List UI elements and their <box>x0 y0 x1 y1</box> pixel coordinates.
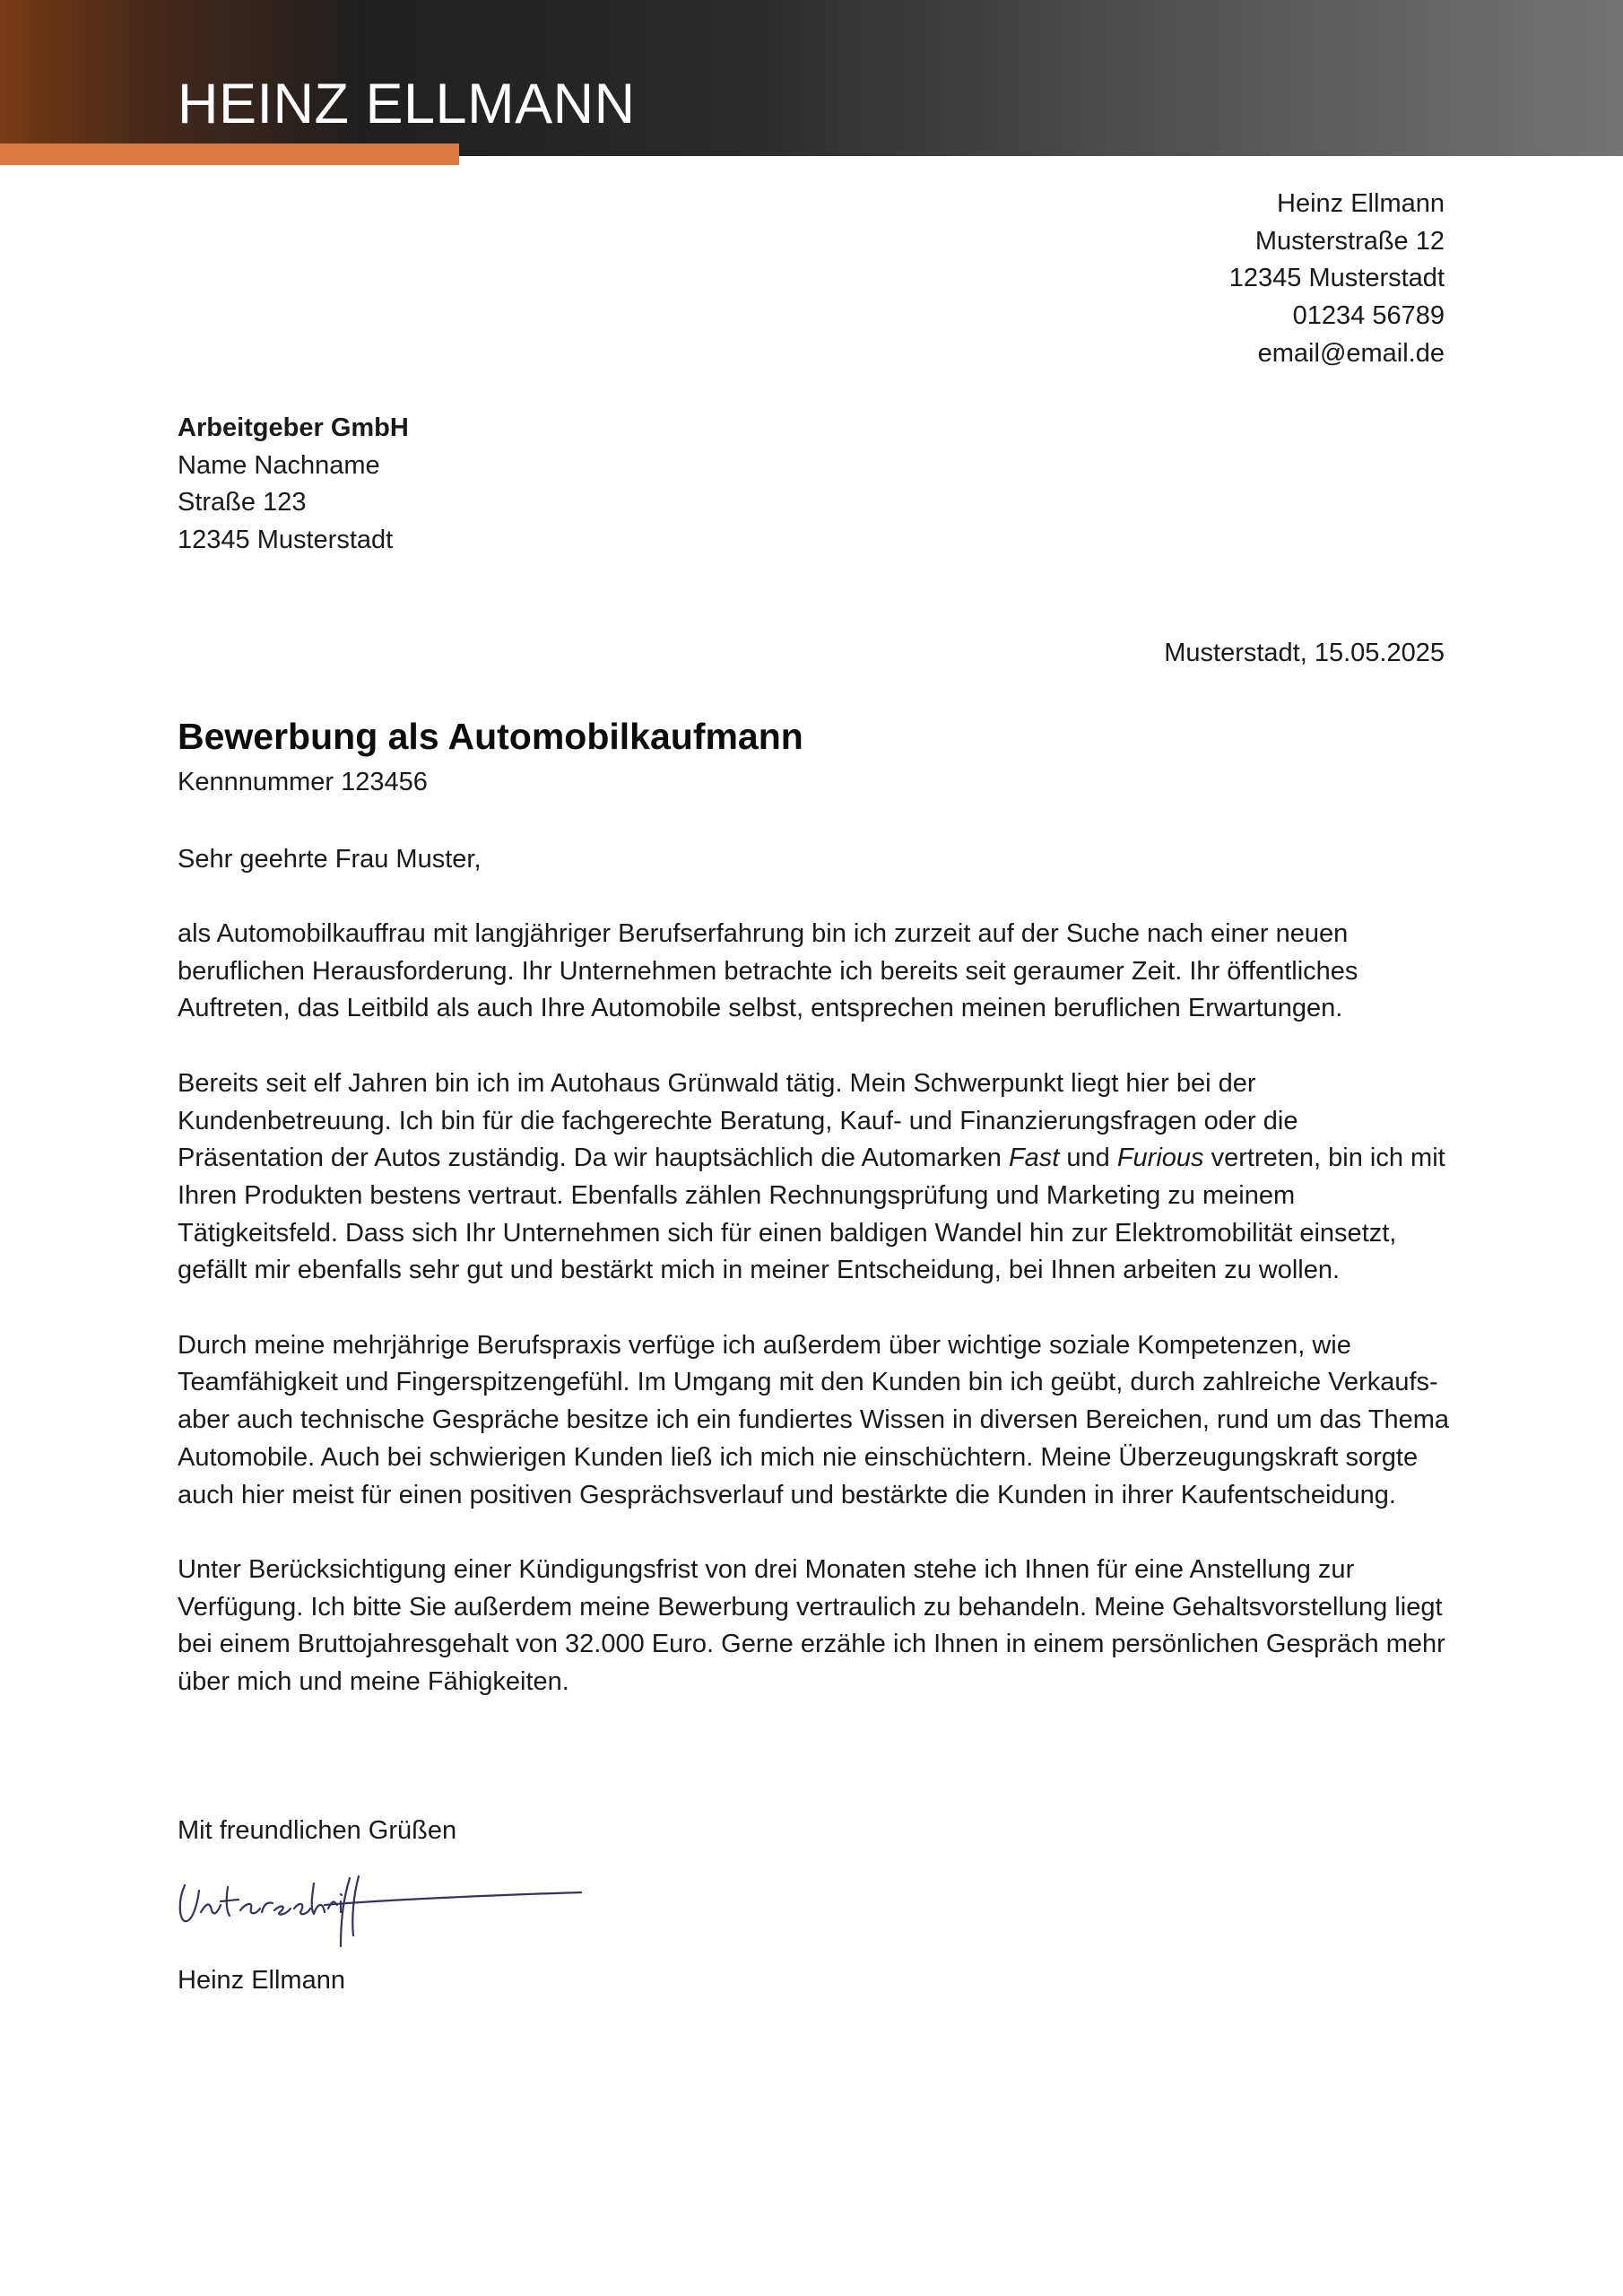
recipient-city: 12345 Musterstadt <box>178 526 394 555</box>
letter-date: Musterstadt, 15.05.2025 <box>1164 639 1445 667</box>
header-name: HEINZ ELLMANN <box>178 73 636 135</box>
recipient-address <box>178 410 409 560</box>
recipient-company: Arbeitgeber GmbH <box>178 413 409 442</box>
paragraph-competences: Durch meine mehrjährige Berufspraxis verfüge ich außerdem über wichtige soziale Kompetenzen, wie Teamfähigkeit und Fingerspitzengefühl. Im Umgang mit den Kunden bin ich geübt, durch zahlreiche Verkaufs- aber auch technische Gespräche besitze ich ein fundiertes Wissen in diversen Bereichen, rund um das Thema Automobile. Auch bei schwierigen Kunden ließ ich mich nie einschüchtern. Meine Überzeugungskraft sorgte auch hier meist für einen positiven Gesprächsverlauf und bestärkte die Kunden in ihrer Kaufentscheidung. <box>178 1330 1450 1509</box>
brand-fast: Fast <box>1008 1144 1060 1173</box>
paragraph-intro: als Automobilkauffrau mit langjähriger Berufserfahrung bin ich zurzeit auf der Suche nach einer neuen beruflichen Herausforderung. Ihr Unternehmen betrachte ich bereits seit geraumer Zeit. Ihr öffentliches Auftreten, das Leitbild als auch Ihre Automobile selbst, entsprechen meinen beruflichen Erwartungen. <box>178 919 1358 1023</box>
paragraph-experience-and: und <box>1059 1144 1117 1173</box>
sender-name: Heinz Ellmann <box>1277 189 1445 218</box>
paragraph-experience <box>178 1065 1451 1290</box>
letter-subject: Bewerbung als Automobilkaufmann <box>178 716 803 757</box>
paragraph-experience-part2: vertreten, bin ich mit Ihren Produkten bestens vertraut. Ebenfalls zählen Rechnungsprüfung und Marketing zu meinem Tätigkeitsfeld. Dass sich Ihr Unternehmen sich für einen baldigen Wandel hin zur Elektromobilität einsetzt, gefällt mir ebenfalls sehr gut und bestärkt mich in meiner Entscheidung, bei Ihnen arbeiten zu wollen. <box>178 1144 1445 1285</box>
header-accent-bar <box>0 144 459 165</box>
paragraph-availability: Unter Berücksichtigung einer Kündigungsfrist von drei Monaten stehe ich Ihnen für eine Anstellung zur Verfügung. Ich bitte Sie außerdem meine Bewerbung vertraulich zu behandeln. Meine Gehaltsvorstellung liegt bei einem Bruttojahresgehalt von 32.000 Euro. Gerne erzähle ich Ihnen in einem persönlichen Gespräch mehr über mich und meine Fähigkeiten. <box>178 1554 1445 1697</box>
recipient-contact: Name Nachname <box>178 450 380 480</box>
sender-street: Musterstraße 12 <box>1254 226 1445 256</box>
brand-furious: Furious <box>1116 1144 1204 1173</box>
sender-email: email@email.de <box>1257 338 1445 368</box>
recipient-street: Straße 123 <box>178 488 307 517</box>
salutation: Sehr geehrte Frau Muster, <box>178 845 482 874</box>
reference-number: Kennnummer 123456 <box>178 768 428 796</box>
sender-phone: 01234 56789 <box>1292 301 1445 331</box>
handwritten-signature <box>174 1866 586 1964</box>
closing-phrase: Mit freundlichen Grüßen <box>178 1816 457 1845</box>
sender-city: 12345 Musterstadt <box>1228 264 1445 293</box>
signer-name: Heinz Ellmann <box>178 1966 345 1995</box>
sender-address <box>1229 186 1445 373</box>
paragraph-experience-part1: Bereits seit elf Jahren bin ich im Autohaus Grünwald tätig. Mein Schwerpunkt liegt hier bei der Kundenbetreuung. Ich bin für die fachgerechte Beratung, Kauf- und Finanzierungsfragen oder die Präsentation der Autos zuständig. Da wir hauptsächlich die Automarken <box>178 1068 1298 1173</box>
letter-body <box>178 916 1451 1738</box>
